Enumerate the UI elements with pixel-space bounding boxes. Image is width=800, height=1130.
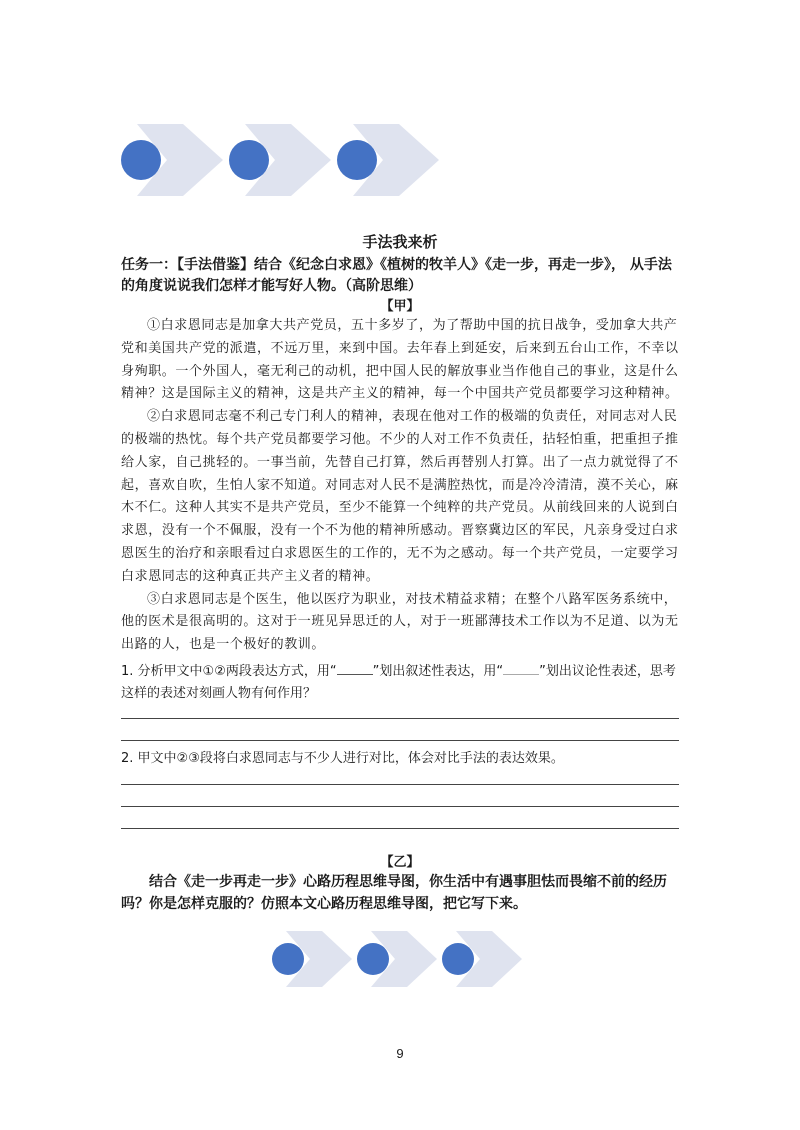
circle-node-icon — [442, 943, 474, 975]
circle-node-icon — [357, 943, 389, 975]
circle-node-icon — [337, 140, 377, 180]
flow-step-3 — [337, 124, 439, 196]
task-instruction: 任务一：【手法借鉴】结合《纪念白求恩》《植树的牧羊人》《走一步，再走一步》， 从手法的角度说说我们怎样才能写好人物。（高阶思维） — [121, 257, 672, 294]
passage-b-prompt: 结合《走一步再走一步》心路历程思维导图，你生活中有遇事胆怯而畏缩不前的经历吗？你是怎样克服的？仿照本文心路历程思维导图，把它写下来。 — [121, 874, 667, 912]
answer-line[interactable] — [121, 784, 679, 785]
question-1-text-a: 1. 分析甲文中①②两段表达方式，用“ — [121, 664, 337, 679]
answer-line[interactable] — [121, 806, 679, 807]
flow-arrows-graphic — [268, 928, 530, 990]
flow-arrows-graphic — [115, 120, 445, 200]
question-1 — [121, 661, 681, 705]
answer-line[interactable] — [121, 828, 679, 829]
flow-step-2 — [229, 124, 331, 196]
passage-paragraph-2: ②白求恩同志毫不利己专门利人的精神，表现在他对工作的极端的负责任，对同志对人民的极端的热忱。每个共产党员都要学习他。不少的人对工作不负责任，拈轻怕重，把重担子推给人家，自己挑轻的。一事当前，先替自己打算，然后再替别人打算。出了一点力就觉得了不起，喜欢自吹，生怕人家不知道。对同志对人民不是满腔热忱，而是冷冷清清，漠不关心，麻木不仁。这种人其实不是共产党员，至少不能算一个纯粹的共产党员。从前线回来的人说到白求恩，没有一个不佩服，没有一个不为他的精神所感动。晋察冀边区的军民，凡亲身受过白求恩医生的治疗和亲眼看过白求恩医生的工作的，无不为之感动。每一个共产党员，一定要学习白求恩同志的这种真正共产主义者的精神。 — [121, 409, 679, 584]
passage-paragraph-3: ③白求恩同志是个医生，他以医疗为职业，对技术精益求精；在整个八路军医务系统中，他的医术是很高明的。这对于一班见异思迁的人，对于一班鄙薄技术工作以为不足道、以为无出路的人，也是一个极好的教训。 — [121, 591, 679, 653]
circle-node-icon — [272, 943, 304, 975]
passage-a-label: 【甲】 — [380, 299, 420, 314]
question-1-text-b: ”划出叙述性表达，用“ — [372, 664, 504, 679]
answer-line[interactable] — [121, 740, 679, 741]
flow-step-2 — [357, 931, 437, 987]
bottom-flow-diagram — [268, 928, 530, 990]
section-title: 手法我来析 — [362, 233, 438, 251]
flow-step-1 — [272, 931, 352, 987]
page-number: 9 — [396, 1046, 404, 1061]
question-1-text-c: ”划出议论性表述，思考这样的表述对刻画人物有何作用？ — [121, 664, 676, 701]
question-2: 2. 甲文中②③段将白求恩同志与不少人进行对比，体会对比手法的表达效果。 — [121, 751, 564, 766]
passage-paragraph-1: ①白求恩同志是加拿大共产党员，五十多岁了，为了帮助中国的抗日战争，受加拿大共产党和美国共产党的派遣，不远万里，来到中国。去年春上到延安，后来到五台山工作，不幸以身殉职。一个外国人，毫无利己的动机，把中国人民的解放事业当作他自己的事业，这是什么精神？这是国际主义的精神，这是共产主义的精神，每一个中国共产党员都要学习这种精神。 — [121, 318, 679, 402]
passage-a — [121, 315, 681, 657]
underline-mark-solid — [337, 663, 373, 675]
flow-step-1 — [121, 124, 223, 196]
underline-mark-light — [503, 663, 539, 675]
passage-b-label: 【乙】 — [380, 855, 420, 870]
top-flow-diagram — [115, 120, 445, 200]
flow-step-3 — [442, 931, 522, 987]
answer-line[interactable] — [121, 718, 679, 719]
circle-node-icon — [121, 140, 161, 180]
circle-node-icon — [229, 140, 269, 180]
